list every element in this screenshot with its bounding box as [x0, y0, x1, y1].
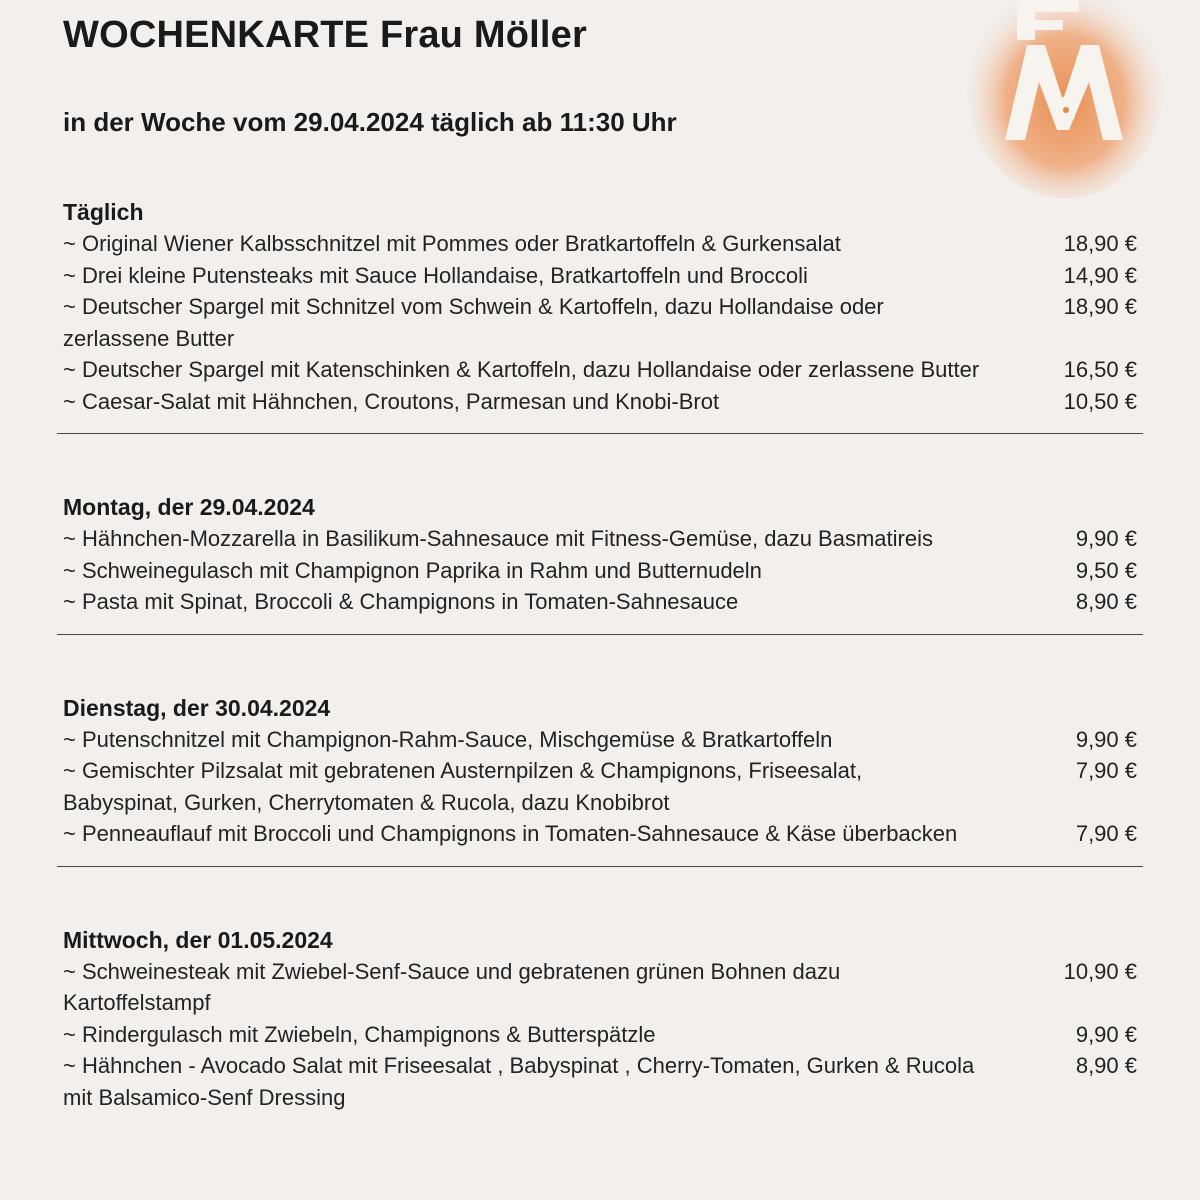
section-divider: [57, 866, 1143, 867]
menu-item: [57, 956, 1143, 1019]
item-price: 18,90 €: [1063, 294, 1137, 319]
item-description: ~ Caesar-Salat mit Hähnchen, Croutons, Parmesan und Knobi-Brot: [63, 388, 720, 414]
menu-item: [57, 724, 1143, 756]
item-description: ~ Gemischter Pilzsalat mit gebratenen Austernpilzen & Champignons, Friseesalat, Babyspinat, Gurken, Cherrytomaten & Rucola, dazu Knobibrot: [63, 758, 863, 815]
menu-item: [57, 1019, 1143, 1051]
section-heading: Dienstag, der 30.04.2024: [63, 694, 331, 721]
menu-item: [57, 755, 1143, 818]
menu-section: [57, 197, 1143, 434]
section-divider: [57, 433, 1143, 434]
item-description: ~ Schweinegulasch mit Champignon Paprika in Rahm und Butternudeln: [63, 557, 762, 583]
item-description: ~ Penneauflauf mit Broccoli und Champignons in Tomaten-Sahnesauce & Käse überbacken: [63, 821, 958, 846]
item-description: ~ Pasta mit Spinat, Broccoli & Champignons in Tomaten-Sahnesauce: [63, 589, 739, 614]
section-divider: [57, 634, 1143, 635]
item-price: 9,90 €: [1075, 726, 1137, 752]
item-price: 9,90 €: [1075, 1021, 1137, 1047]
menu-section: [57, 492, 1143, 635]
menu-section: [57, 925, 1143, 1114]
menu-item: [57, 228, 1143, 260]
item-price: 14,90 €: [1063, 262, 1137, 288]
item-description: ~ Deutscher Spargel mit Schnitzel vom Schwein & Kartoffeln, dazu Hollandaise oder zerlassene Butter: [63, 294, 884, 351]
item-description: ~ Original Wiener Kalbsschnitzel mit Pommes oder Bratkartoffeln & Gurkensalat: [63, 231, 841, 256]
menu-item: [57, 523, 1143, 555]
item-description: ~ Putenschnitzel mit Champignon-Rahm-Sauce, Mischgemüse & Bratkartoffeln: [63, 726, 833, 752]
page-subtitle: in der Woche vom 29.04.2024 täglich ab 11:30 Uhr: [63, 107, 677, 137]
menu-item: [57, 586, 1143, 618]
section-heading: Täglich: [63, 199, 144, 225]
menu-item: [57, 818, 1143, 850]
page-title: WOCHENKARTE Frau Möller: [63, 14, 587, 56]
menu-item: [57, 260, 1143, 292]
item-description: ~ Hähnchen-Mozzarella in Basilikum-Sahnesauce mit Fitness-Gemüse, dazu Basmatireis: [63, 526, 933, 551]
menu-item: [57, 386, 1143, 418]
item-price: 8,90 €: [1075, 589, 1137, 614]
item-price: 10,90 €: [1063, 958, 1137, 984]
menu-item: [57, 291, 1143, 354]
item-description: ~ Schweinesteak mit Zwiebel-Senf-Sauce und gebratenen grünen Bohnen dazu Kartoffelstampf: [63, 958, 841, 1015]
section-heading: Mittwoch, der 01.05.2024: [63, 926, 333, 953]
item-price: 18,90 €: [1063, 231, 1137, 256]
item-description: ~ Hähnchen - Avocado Salat mit Friseesalat , Babyspinat , Cherry-Tomaten, Gurken & Rucola mit Balsamico-Senf Dressing: [63, 1053, 975, 1110]
item-description: ~ Rindergulasch mit Zwiebeln, Champignons & Butterspätzle: [63, 1021, 656, 1047]
item-description: ~ Drei kleine Putensteaks mit Sauce Hollandaise, Bratkartoffeln und Broccoli: [63, 262, 808, 288]
item-price: 10,50 €: [1063, 388, 1137, 414]
fm-logo: [965, 0, 1165, 200]
item-price: 7,90 €: [1075, 821, 1137, 846]
menu-section: [57, 693, 1143, 867]
menu-item: [57, 354, 1143, 386]
item-price: 8,90 €: [1075, 1053, 1137, 1078]
menu-list: [57, 197, 1143, 1113]
item-price: 16,50 €: [1063, 357, 1137, 382]
menu-item: [57, 1050, 1143, 1113]
item-price: 7,90 €: [1075, 758, 1137, 783]
item-description: ~ Deutscher Spargel mit Katenschinken & Kartoffeln, dazu Hollandaise oder zerlassene Butter: [63, 357, 980, 382]
item-price: 9,50 €: [1075, 557, 1137, 583]
section-heading: Montag, der 29.04.2024: [63, 494, 315, 520]
item-price: 9,90 €: [1075, 526, 1137, 551]
menu-item: [57, 555, 1143, 587]
